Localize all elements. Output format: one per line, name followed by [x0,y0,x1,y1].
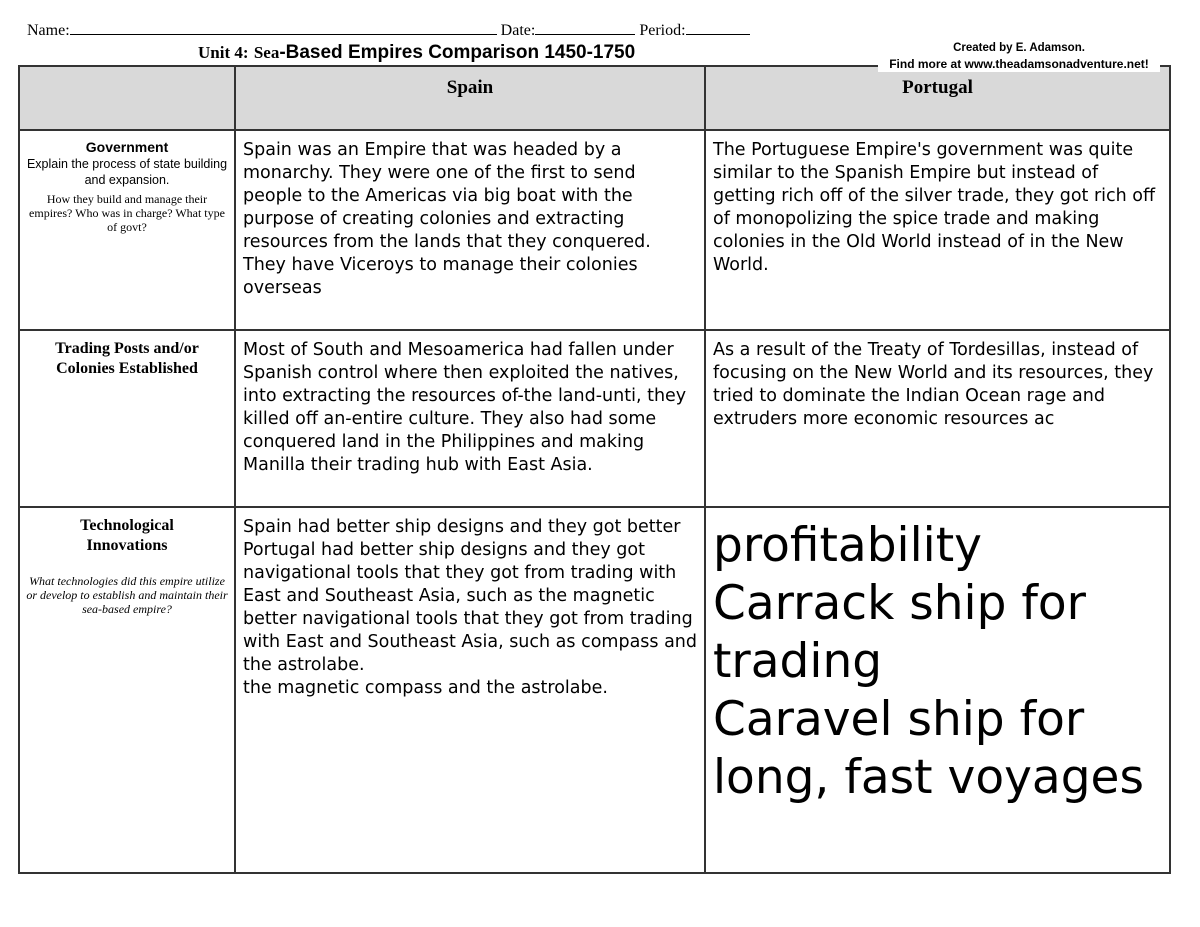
credit-line-1: Created by E. Adamson. [953,42,1085,54]
table-row-government [19,130,1170,330]
name-blank[interactable] [70,20,497,35]
title-rest: -Based Empires Comparison 1450-1750 [279,42,636,63]
period-label: Period: [639,22,686,39]
title-unit: Unit 4: [198,43,249,62]
answer-paragraph: Spain had better ship designs and they got better Portugal had better ship designs and they got navigational tools that they got from trading with East and Southeast Asia, such as the magnetic [243,517,681,606]
table-header-row [19,66,1170,130]
period-blank[interactable] [686,20,750,35]
answer-paragraph: profitability [713,518,982,573]
answer-paragraph: They have Viceroys to manage their colonies overseas [243,255,638,298]
row-label-trading-posts [19,330,235,507]
row-label-government [19,130,235,330]
date-label: Date: [500,22,536,39]
student-info-line [27,20,750,40]
answer-paragraph: Spain was an Empire that was headed by a monarchy. They were one of the first to send people to the Americas via big boat with the purpose of creating colonies and extracting resources from the lands that they conquered. [243,140,651,252]
row-title: Technological Innovations [80,517,174,554]
row-prompt: Explain the process of state building and expansion. [26,157,228,187]
answer-paragraph: Carrack ship for trading [713,576,1086,689]
row-label-technology [19,507,235,873]
answer-portugal-government[interactable] [705,130,1170,330]
answer-paragraph: Caravel ship for long, fast voyages [713,692,1144,805]
credit-line-2: Find more at www.theadamsonadventure.net! [889,57,1149,71]
table-row-technology [19,507,1170,873]
page-title [198,42,635,64]
comparison-table-wrap [18,65,1169,874]
name-label: Name: [27,22,70,39]
answer-paragraph: As a result of the Treaty of Tordesillas, instead of focusing on the New World and its resources, they tried to dominate the Indian Ocean rage and extruders more economic resources ac [713,340,1154,429]
header-blank-cell [19,66,235,130]
answer-paragraph: The Portuguese Empire's government was quite similar to the Spanish Empire but instead of getting rich off of the silver trade, they got rich off of monopolizing the spice trade and making colonies in the Old World instead of in the New World. [713,140,1156,275]
table-row-trading-posts [19,330,1170,507]
date-blank[interactable] [535,20,635,35]
answer-paragraph: Most of South and Mesoamerica had fallen under Spanish control where then exploited the natives, into extracting the resources of-the land-unti, they killed off an-entire culture. They also had some conquered land in the Philippines and making Manilla their trading hub with East Asia. [243,340,687,475]
title-sea: Sea [253,43,280,62]
answer-portugal-trading[interactable] [705,330,1170,507]
header-spain: Spain [235,66,705,130]
credit-box [878,40,1160,72]
answer-spain-government[interactable] [235,130,705,330]
answer-paragraph: better navigational tools that they got from trading with East and Southeast Asia, such as compass and the astrolabe. [243,609,698,675]
answer-paragraph: the magnetic compass and the astrolabe. [243,678,608,698]
row-title: Trading Posts and/or Colonies Established [55,340,199,377]
comparison-table [18,65,1171,874]
answer-spain-trading[interactable] [235,330,705,507]
answer-portugal-technology[interactable] [705,507,1170,873]
row-guiding-question: What technologies did this empire utilize or develop to establish and maintain their sea-based empire? [26,574,228,616]
row-title: Government [85,139,169,155]
answer-spain-technology[interactable] [235,507,705,873]
row-guiding-question: How they build and manage their empires? Who was in charge? What type of govt? [29,192,225,234]
header-portugal: Portugal [705,66,1170,130]
